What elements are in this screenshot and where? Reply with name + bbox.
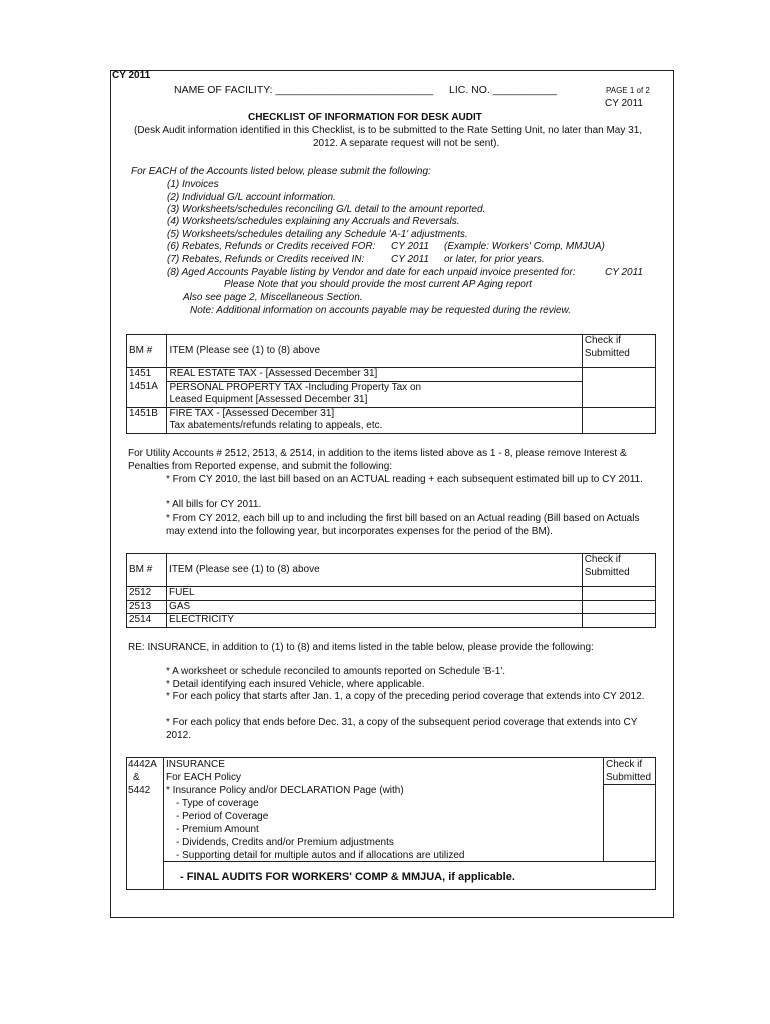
instruction-item-7: (7) Rebates, Refunds or Credits received IN:	[167, 254, 365, 265]
table-row: 1451A PERSONAL PROPERTY TAX -Including Property Tax on	[127, 381, 656, 394]
insurance-bullet-1: * A worksheet or schedule reconciled to amounts reported on Schedule 'B-1'.	[166, 666, 506, 677]
table-row: 2514 ELECTRICITY	[127, 614, 656, 628]
table-row: Tax abatements/refunds relating to appeals, etc.	[127, 420, 656, 433]
cy-right: CY 2011	[605, 98, 643, 109]
checkbox-cell[interactable]	[582, 600, 655, 614]
page-title: CHECKLIST OF INFORMATION FOR DESK AUDIT	[248, 112, 482, 123]
insurance-row: - Premium Amount	[176, 824, 259, 835]
instruction-item-8-year: CY 2011	[605, 267, 643, 278]
utility-line-5: * From CY 2012, each bill up to and including the first bill based on an Actual reading (Bill based on Actuals	[166, 513, 640, 524]
instruction-note-2: Also see page 2, Miscellaneous Section.	[183, 292, 363, 303]
instruction-item-6-year: CY 2011	[391, 241, 429, 252]
table-row: 2513 GAS	[127, 600, 656, 614]
insurance-row: * Insurance Policy and/or DECLARATION Page (with)	[166, 785, 404, 796]
insurance-bullet-2: * Detail identifying each insured Vehicle, where applicable.	[166, 679, 425, 690]
instruction-item: (5) Worksheets/schedules detailing any Schedule 'A-1' adjustments.	[167, 229, 468, 240]
table-row: 1451 REAL ESTATE TAX - [Assessed December 31]	[127, 368, 656, 382]
insurance-bm-2: &	[133, 772, 140, 783]
checkbox-cell[interactable]	[582, 368, 655, 408]
col-check-header: Check if Submitted	[582, 335, 655, 368]
insurance-row: - Period of Coverage	[176, 811, 269, 822]
instruction-item-6-example: (Example: Workers' Comp, MMJUA)	[444, 241, 605, 252]
instruction-item: (4) Worksheets/schedules explaining any Accruals and Reversals.	[167, 216, 460, 227]
insurance-row: INSURANCE	[166, 759, 225, 770]
insurance-row: - Dividends, Credits and/or Premium adjustments	[176, 837, 394, 848]
instruction-note-1: Please Note that you should provide the most current AP Aging report	[224, 279, 532, 290]
col-item-header: ITEM (Please see (1) to (8) above	[167, 335, 582, 368]
insurance-bm-1: 4442A	[128, 759, 157, 770]
instruction-note-3: Note: Additional information on accounts payable may be requested during the review.	[190, 305, 571, 316]
insurance-bullet-5: 2012.	[166, 730, 192, 741]
instruction-item: (3) Worksheets/schedules reconciling G/L detail to the amount reported.	[167, 204, 486, 215]
instruction-item: (2) Individual G/L account information.	[167, 192, 336, 203]
tax-accounts-table	[126, 334, 656, 434]
table-row: 1451B FIRE TAX - [Assessed December 31]	[127, 407, 656, 420]
final-audits-note: - FINAL AUDITS FOR WORKERS' COMP & MMJUA, if applicable.	[180, 871, 515, 883]
col-item-header: ITEM (Please see (1) to (8) above	[167, 554, 583, 587]
checkbox-cell[interactable]	[603, 784, 656, 861]
utility-accounts-table	[126, 553, 656, 628]
insurance-row: - Type of coverage	[176, 798, 259, 809]
instructions-intro: For EACH of the Accounts listed below, please submit the following:	[131, 166, 431, 177]
instruction-item: (1) Invoices	[167, 179, 219, 190]
divider	[163, 861, 656, 862]
checkbox-cell[interactable]	[582, 587, 655, 601]
cy-label: CY 2011	[112, 70, 151, 81]
instruction-item-7-note: or later, for prior years.	[444, 254, 545, 265]
page-number: PAGE 1 of 2	[606, 86, 650, 95]
check-header-1: Check if	[606, 759, 643, 770]
insurance-intro: RE: INSURANCE, in addition to (1) to (8) and items listed in the table below, please provide the following:	[128, 642, 594, 653]
table-row: Leased Equipment [Assessed December 31]	[127, 394, 656, 407]
insurance-bullet-4: * For each policy that ends before Dec. 31, a copy of the subsequent period coverage that extends into CY	[166, 717, 638, 728]
utility-line-1: For Utility Accounts # 2512, 2513, & 2514, in addition to the items listed above as 1 - 8, please remove Interest &	[128, 448, 627, 459]
col-bm-header: BM #	[127, 335, 167, 368]
checkbox-cell[interactable]	[582, 407, 655, 433]
col-bm-header: BM #	[127, 554, 167, 587]
insurance-row: For EACH Policy	[166, 772, 242, 783]
insurance-bm-3: 5442	[128, 785, 151, 796]
check-header-2: Submitted	[606, 772, 652, 783]
divider	[163, 757, 164, 890]
utility-line-4: * All bills for CY 2011.	[166, 499, 262, 510]
instruction-item-6: (6) Rebates, Refunds or Credits received FOR:	[167, 241, 376, 252]
license-number-field[interactable]: LIC. NO. ___________	[449, 84, 557, 96]
facility-name-field[interactable]: NAME OF FACILITY: ___________________________	[174, 84, 434, 96]
instruction-item-8: (8) Aged Accounts Payable listing by Vendor and date for each unpaid invoice presented for:	[167, 267, 576, 278]
col-check-header: Check if Submitted	[582, 554, 655, 587]
insurance-row: - Supporting detail for multiple autos and if allocations are utilized	[176, 850, 465, 861]
insurance-bullet-3: * For each policy that starts after Jan. 1, a copy of the preceding period coverage that extends into CY 2012.	[166, 691, 645, 702]
instruction-item-7-year: CY 2011	[391, 254, 429, 265]
table-row: 2512 FUEL	[127, 587, 656, 601]
utility-line-6: may extend into the following year, but incorporates expenses for the period of the BM).	[166, 526, 553, 537]
title-sub-1: (Desk Audit information identified in this Checklist, is to be submitted to the Rate Setting Unit, no later than May 31,	[134, 125, 643, 136]
title-sub-2: 2012. A separate request will not be sent).	[313, 138, 500, 149]
checkbox-cell[interactable]	[582, 614, 655, 628]
utility-line-3: * From CY 2010, the last bill based on an ACTUAL reading + each subsequent estimated bill up to CY 2011.	[166, 474, 643, 485]
utility-line-2: Penalties from Reported expense, and submit the following:	[128, 461, 393, 472]
